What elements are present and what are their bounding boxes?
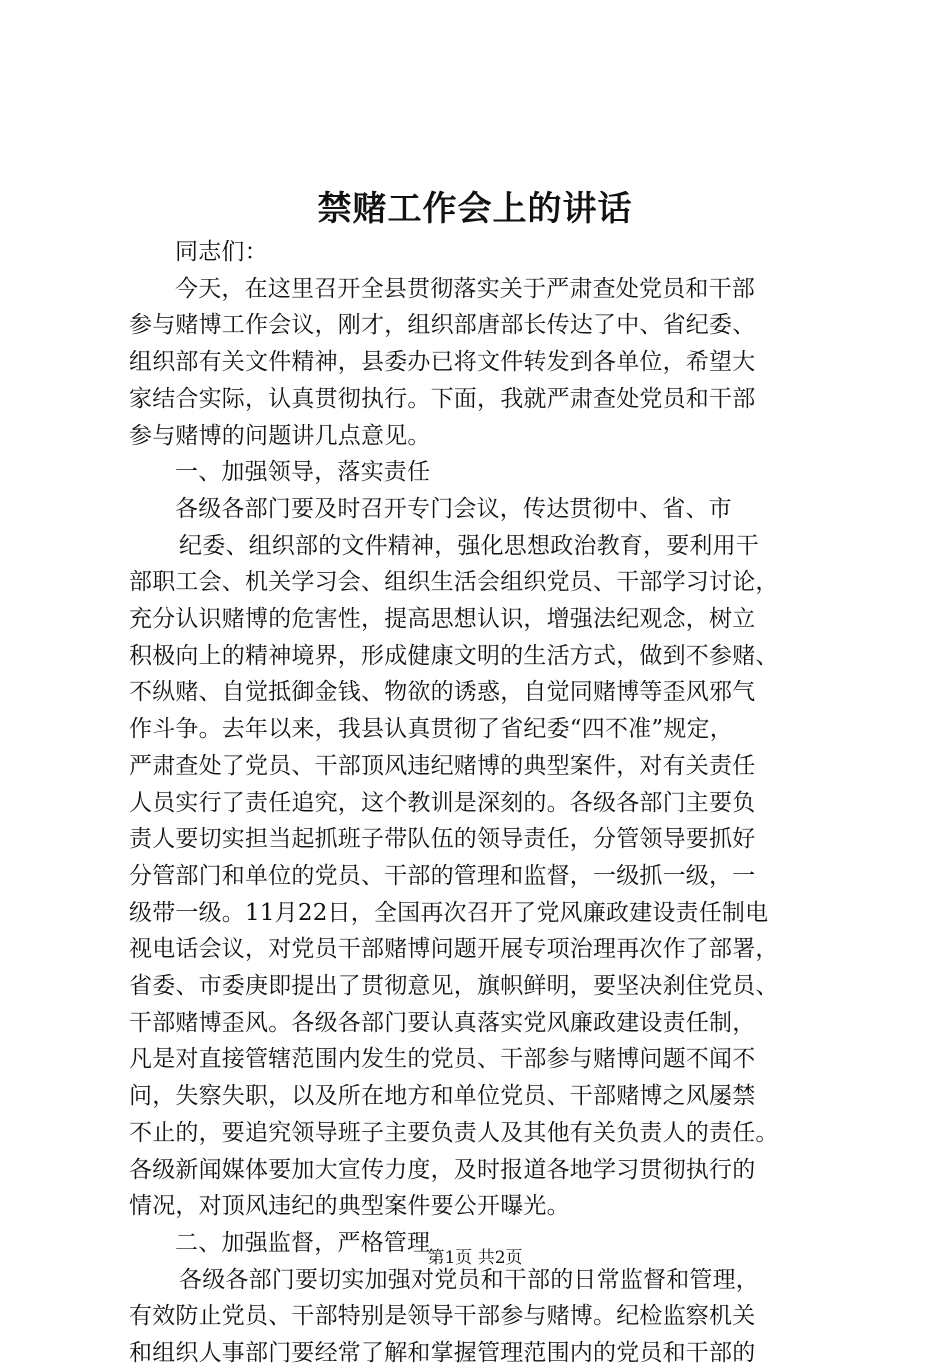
paragraph-line: 部职工会、机关学习会、组织生活会组织党员、干部学习讨论，	[129, 569, 779, 596]
paragraph-line: 同志们：	[175, 239, 268, 265]
paragraph-line: 责人要切实担当起抓班子带队伍的领导责任，分管领导要抓好	[129, 826, 756, 853]
paragraph-line: 二、加强监督，严格管理	[175, 1229, 431, 1256]
paragraph-line: 有效防止党员、干部特别是领导干部参与赌博。纪检监察机关	[129, 1303, 756, 1330]
paragraph-line: 纪委、组织部的文件精神，强化思想政治教育，要利用干	[179, 532, 759, 559]
paragraph-line: 参与赌博的问题讲几点意见。	[129, 422, 431, 449]
paragraph-line: 组织部有关文件精神，县委办已将文件转发到各单位，希望大	[129, 349, 756, 376]
paragraph-line: 不止的，要追究领导班子主要负责人及其他有关负责人的责任。	[129, 1119, 779, 1146]
paragraph-line: 各级新闻媒体要加大宣传力度，及时报道各地学习贯彻执行的	[129, 1156, 756, 1183]
paragraph-line: 级带一级。11月22日，全国再次召开了党风廉政建设责任制电	[129, 899, 769, 926]
paragraph-line: 作斗争。去年以来，我县认真贯彻了省纪委“四不准”规定，	[129, 716, 733, 743]
paragraph-line: 人员实行了责任追究，这个教训是深刻的。各级各部门主要负	[129, 789, 756, 816]
document-title: 禁赌工作会上的讲话	[317, 189, 633, 229]
paragraph-line: 一、加强领导，落实责任	[175, 459, 431, 486]
paragraph-line: 凡是对直接管辖范围内发生的党员、干部参与赌博问题不闻不	[129, 1046, 756, 1073]
paragraph-line: 情况，对顶风违纪的典型案件要公开曝光。	[129, 1193, 570, 1220]
paragraph-line: 参与赌博工作会议，刚才，组织部唐部长传达了中、省纪委、	[129, 312, 756, 339]
paragraph-line: 积极向上的精神境界，形成健康文明的生活方式，做到不参赌、	[129, 642, 779, 669]
paragraph-line: 不纵赌、自觉抵御金钱、物欲的诱惑，自觉同赌博等歪风邪气	[129, 679, 756, 706]
paragraph-line: 家结合实际，认真贯彻执行。下面，我就严肃查处党员和干部	[129, 385, 756, 412]
paragraph-line: 严肃查处了党员、干部顶风违纪赌博的典型案件，对有关责任	[129, 752, 756, 779]
document-body	[129, 234, 833, 1372]
paragraph-line: 干部赌博歪风。各级各部门要认真落实党风廉政建设责任制，	[129, 1009, 756, 1036]
paragraph-line: 省委、市委庚即提出了贯彻意见，旗帜鲜明，要坚决刹住党员、	[129, 973, 779, 1000]
paragraph-line: 视电话会议，对党员干部赌博问题开展专项治理再次作了部署，	[129, 936, 779, 963]
paragraph-line: 今天，在这里召开全县贯彻落实关于严肃查处党员和干部	[175, 275, 755, 302]
page-footer: 第1页 共2页	[427, 1248, 523, 1268]
paragraph-line: 分管部门和单位的党员、干部的管理和监督，一级抓一级，一	[129, 862, 756, 889]
paragraph-line: 各级各部门要及时召开专门会议，传达贯彻中、省、市	[175, 495, 732, 522]
paragraph-line: 充分认识赌博的危害性，提高思想认识，增强法纪观念，树立	[129, 606, 756, 633]
paragraph-line: 和组织人事部门要经常了解和掌握管理范围内的党员和干部的	[129, 1340, 756, 1367]
paragraph-line: 各级各部门要切实加强对党员和干部的日常监督和管理，	[179, 1266, 759, 1293]
paragraph-line: 问，失察失职，以及所在地方和单位党员、干部赌博之风屡禁	[129, 1083, 756, 1110]
